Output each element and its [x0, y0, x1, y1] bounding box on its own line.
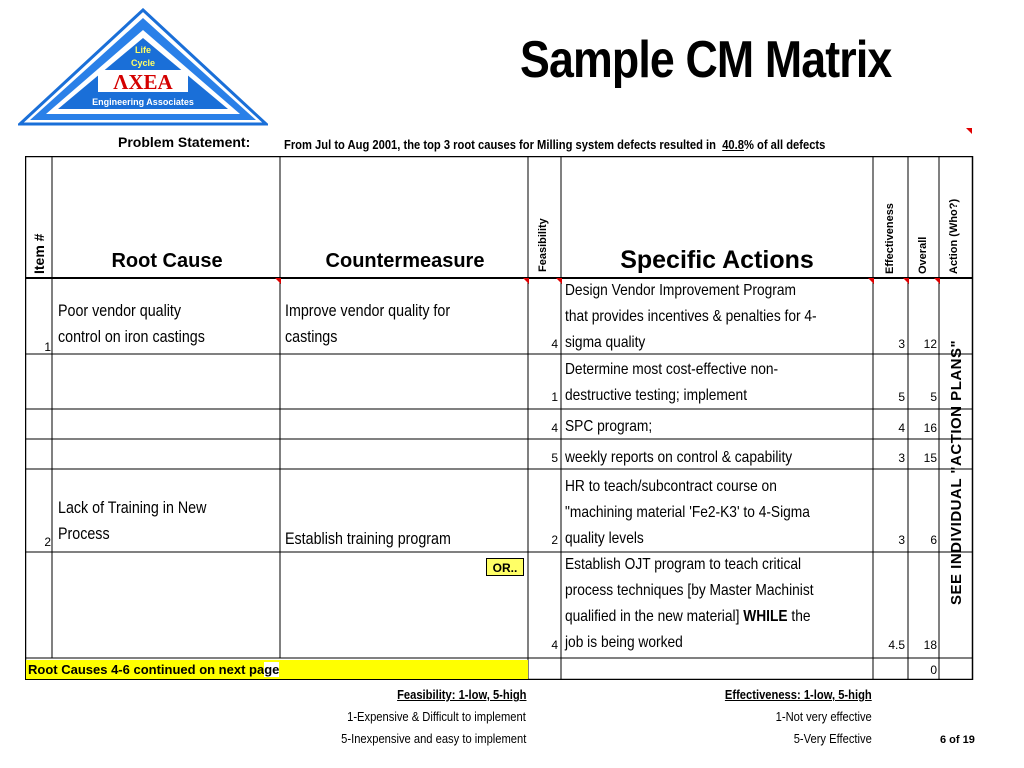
header-root-cause: Root Cause	[111, 250, 223, 272]
row1-overall: 12	[923, 337, 937, 351]
row1-effectiveness: 3	[898, 337, 905, 351]
header-action-who: Action (Who?)	[948, 198, 960, 274]
logo-line2: Cycle	[130, 58, 156, 68]
problem-text-after: % of all defects	[743, 137, 826, 152]
legend-effectiveness-line2: 5-Very Effective	[793, 731, 872, 746]
row4-effectiveness: 3	[898, 451, 905, 465]
problem-statement-text	[284, 137, 825, 152]
legend-feasibility-line1: 1-Expensive & Difficult to implement	[347, 709, 526, 724]
header-countermeasure: Countermeasure	[325, 250, 485, 272]
header-specific-actions: Specific Actions	[620, 246, 814, 274]
legend-feasibility-line2: 5-Inexpensive and easy to implement	[340, 731, 526, 746]
row2-feasibility: 1	[551, 390, 558, 404]
legend-feasibility-title: Feasibility: 1-low, 5-high	[396, 687, 526, 702]
row1-countermeasure: Improve vendor quality for castings	[285, 301, 451, 346]
row1-feasibility: 4	[551, 337, 558, 351]
row3-actions: SPC program;	[565, 418, 653, 435]
row6-overall: 18	[923, 638, 937, 652]
row1-root-cause: Poor vendor quality control on iron castings	[58, 301, 205, 346]
logo-line1: Life	[134, 45, 152, 55]
row3-feasibility: 4	[551, 421, 558, 435]
row6-effectiveness: 4.5	[888, 638, 905, 652]
continued-note: Root Causes 4-6 continued on next page	[26, 660, 528, 679]
problem-text-before: From Jul to Aug 2001, the top 3 root causes for Milling system defects resulted in	[284, 137, 716, 152]
row5-feasibility: 2	[551, 533, 558, 547]
or-button[interactable]: OR..	[486, 558, 524, 576]
see-action-plans-note: SEE INDIVIDUAL "ACTION PLANS"	[948, 339, 965, 605]
row1-item: 1	[44, 340, 51, 354]
row5-actions: HR to teach/subcontract course on "machining material 'Fe2-K3' to 4-Sigma quality levels	[565, 478, 810, 547]
row2-actions: Determine most cost-effective non- destructive testing; implement	[565, 361, 779, 404]
row6-actions: Establish OJT program to teach critical process techniques [by Master Machinist qualified in the new material] WHILE the job is being worked	[565, 556, 814, 651]
header-item: Item #	[31, 233, 47, 274]
row5-root-cause: Lack of Training in New Process	[58, 498, 207, 543]
row3-effectiveness: 4	[898, 421, 905, 435]
comment-marker	[966, 128, 972, 134]
row5-overall: 6	[930, 533, 937, 547]
problem-statement-label: Problem Statement:	[118, 134, 251, 150]
problem-percent: 40.8	[722, 137, 744, 152]
row4-actions: weekly reports on control & capability	[565, 449, 793, 466]
company-logo	[18, 8, 268, 126]
legend-effectiveness-line1: 1-Not very effective	[775, 709, 872, 724]
header-overall: Overall	[917, 236, 929, 274]
row4-overall: 15	[923, 451, 937, 465]
row2-overall: 5	[930, 390, 937, 404]
header-feasibility: Feasibility	[537, 218, 549, 272]
logo-mark: ΛΧΕΑ	[113, 70, 173, 94]
row1-actions: Design Vendor Improvement Program that provides incentives & penalties for 4- sigma quality	[565, 282, 817, 351]
page-title: Sample CM Matrix	[520, 31, 892, 89]
row4-feasibility: 5	[551, 451, 558, 465]
row3-overall: 16	[923, 421, 937, 435]
total-overall: 0	[930, 663, 937, 677]
page-number: 6 of 19	[940, 734, 975, 746]
cm-matrix-grid	[25, 156, 974, 680]
row5-effectiveness: 3	[898, 533, 905, 547]
logo-caption: Engineering Associates	[92, 97, 194, 107]
row5-countermeasure: Establish training program	[285, 529, 451, 548]
row5-item: 2	[44, 535, 51, 549]
row2-effectiveness: 5	[898, 390, 905, 404]
header-effectiveness: Effectiveness	[884, 203, 896, 274]
row6-feasibility: 4	[551, 638, 558, 652]
legend-effectiveness-title: Effectiveness: 1-low, 5-high	[725, 687, 872, 702]
